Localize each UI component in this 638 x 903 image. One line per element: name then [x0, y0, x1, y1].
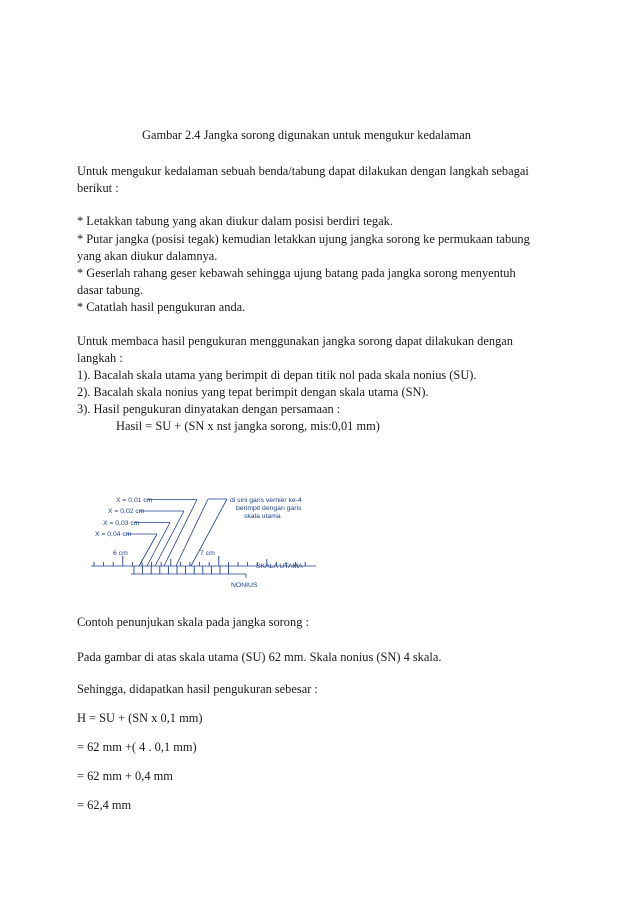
reading-intro-line-2: langkah : — [77, 351, 123, 365]
equation-1: H = SU + (SN x 0,1 mm) — [77, 711, 203, 725]
example-paragraph-2: Sehingga, didapatkan hasil pengukuran sebesar : — [77, 682, 318, 696]
example-paragraph-1: Pada gambar di atas skala utama (SU) 62 mm. Skala nonius (SN) 4 skala. — [77, 650, 442, 664]
reading-formula: Hasil = SU + (SN x nst jangka sorong, mis:0,01 mm) — [116, 419, 380, 433]
note-line-3: skala utama — [244, 513, 281, 520]
reading-step-3: 3). Hasil pengukuran dinyatakan dengan persamaan : — [77, 402, 341, 416]
step-3-line-2: dasar tabung. — [77, 283, 144, 297]
step-2-line-2: yang akan diukur dalamnya. — [77, 249, 218, 263]
example-heading: Contoh penunjukan skala pada jangka sorong : — [77, 615, 309, 629]
equation-4: = 62,4 mm — [77, 798, 132, 812]
x-label-2: X = 0,02 cm — [108, 508, 145, 515]
vernier-caliper-diagram — [76, 488, 376, 593]
step-1: * Letakkan tabung yang akan diukur dalam posisi berdiri tegak. — [77, 214, 393, 228]
step-4: * Catatlah hasil pengukuran anda. — [77, 300, 246, 314]
reading-step-1: 1). Bacalah skala utama yang berimpit di depan titik nol pada skala nonius (SU). — [77, 368, 477, 382]
equation-2: = 62 mm +( 4 . 0,1 mm) — [77, 740, 197, 754]
x-label-3: X = 0,03 cm — [103, 520, 140, 527]
tick-6-label: 6 cm — [113, 550, 128, 557]
intro-line-1: Untuk mengukur kedalaman sebuah benda/tabung dapat dilakukan dengan langkah sebagai — [77, 164, 529, 178]
vernier-scale-ticks — [134, 566, 229, 574]
note-line-1: di sini garis vernier ke-4 — [230, 497, 302, 504]
intro-line-2: berikut : — [77, 181, 119, 195]
equation-3: = 62 mm + 0,4 mm — [77, 769, 173, 783]
main-scale-label: SKALA UTAMA — [256, 563, 303, 570]
figure-caption: Gambar 2.4 Jangka sorong digunakan untuk mengukur kedalaman — [142, 128, 471, 142]
tick-7-label: 7 cm — [200, 550, 215, 557]
x-label-1: X = 0,01 cm — [116, 497, 153, 504]
x-label-4: X = 0,04 cm — [95, 531, 132, 538]
reading-intro-line-1: Untuk membaca hasil pengukuran menggunakan jangka sorong dapat dilakukan dengan — [77, 334, 513, 348]
vernier-label: NONIUS — [231, 582, 258, 589]
note-line-2: berimpit dengan garis — [236, 505, 302, 512]
step-3-line-1: * Geserlah rahang geser kebawah sehingga ujung batang pada jangka sorong menyentuh — [77, 266, 516, 280]
reading-step-2: 2). Bacalah skala nonius yang tepat berimpit dengan skala utama (SN). — [77, 385, 429, 399]
step-2-line-1: * Putar jangka (posisi tegak) kemudian letakkan ujung jangka sorong ke permukaan tabung — [77, 232, 530, 246]
